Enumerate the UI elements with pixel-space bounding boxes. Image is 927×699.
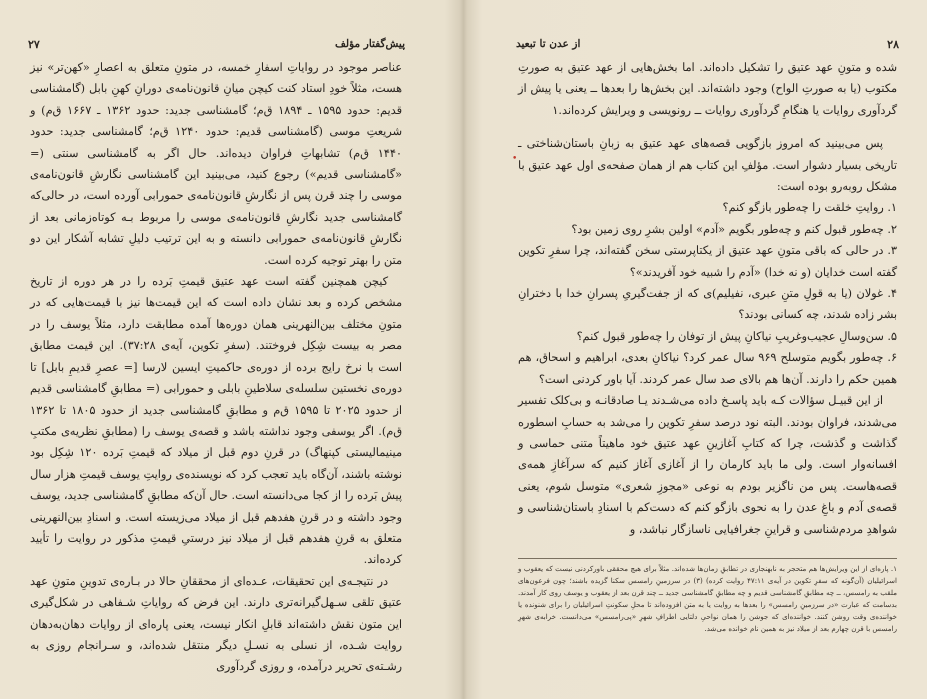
paragraph: در نتیجـه‌ی این تحقیقات، عـده‌ای از محققانِ حالا در بـاره‌ی تدوینِ متونِ عهد عتیق تلقی سـهل‌گیرانه‌تری دارند. این فرض که روایاتِ شـفاهی در شکل‌گیری این متون نقش داشته‌اند قابلِ انکار نیست، یعنی پاره‌ای از روایات دهان‌به‌دهان روایت شـده، از نسلی به نسـلِ دیگر منتقل شده‌اند، و سـرانجام روزی به رشـته‌ی تحریر درآمده، و روزی گردآوری [30,574,402,674]
question-item: ۴. غولان (یا به قولِ متنِ عبری، نفیلیم)ی که از جفت‌گیریِ پسرانِ خدا با دخترانِ بشر زاده شدند، چه کسانی بودند؟ [518,287,897,322]
left-header-title: پیش‌گفتار مؤلف [335,38,405,50]
right-page-body [518,57,897,540]
intro-paragraph: شده و متونِ عهد عتیق را تشکیل داده‌اند. اما بخش‌هایی از عهد عتیق به صورتِ مکتوب (یا به صورتِ الواح) وجود داشته‌اند. این بخش‌ها را بعدها ــ یعنی یا پیش از گردآوری روایات یا هنگامِ گردآوری روایات ــ رونویسی و ویرایش کرده‌اند.۱ [518,61,897,117]
left-page [0,0,460,699]
right-page-header [516,36,899,52]
question-item: ۲. چه‌طور قبول کنم و چه‌طور بگویم «آدم» اولین بشرِ روی زمین بود؟ [571,222,897,236]
footnote-area [518,558,897,636]
paragraph: عناصر موجود در روایاتِ اسفارِ خمسه، در متونِ متعلق به اعصارِ «کهن‌تر» نیز هست، مثلاً خودِ استاد کنت کیچن میانِ قانون‌نامه‌ی دورانِ کهنِ بابل (گامشناسی قدیم: حدود ۱۵۹۵ ـ ۱۸۹۴ ق‌م؛ گامشناسی جدید: حدود ۱۳۶۲ ـ ۱۶۶۷ ق‌م) و شریعتِ موسی (گامشناسی قدیم: حدود ۱۲۴۰ ق‌م؛ گامشناسی جدید: حدود ۱۴۴۰ ق‌م) تشابهاتِ فراوان دیده‌اند. حال اگر به گامشناسی سنتی (= «گامشناسی قدیم») رجوع کنید، می‌بینید این گامشناسی نگارشِ قانون‌نامه‌ی موسی را چند قرن پس از نگارشِ قانون‌نامه‌ی حمورابی آورده است، در حالی‌که گامشناسی جدید نگارشِ قانون‌نامه‌ی موسی را مربوط بـه کوتاه‌زمانی بعد از نگارشِ قانون‌نامه‌ی حمورابی دانسته و به این ترتیب دلیلِ تشابه آشکار این دو متن را بهتر توجیه کرده است. [30,61,402,267]
closing-paragraph: از این قبیـل سؤالات کـه باید پاسـخ داده می‌شـدند یـا صادقانـه و بی‌کلک تفسیر می‌شدند، فراوان بودند. البته نود درصد سفرِ تکوین را می‌شد به حسابِ اسطوره گذاشت و گذشت، چرا که کتابِ آغازینِ عهد عتیق خود ماهیتاً متنی حماسی و افسانه‌وار است. ولی ما باید کارمان را از آغازی آغاز کنیم که سرآغازِ همه‌ی قصه‌هاست. پس من ناگزیر بودم به نوعی «مجوزِ شعری» متوسل شوم، یعنی قصه‌ی آدم و باغِ عدن را به نحوی بازگو کنم که دست‌کم با اسنادِ باستان‌شناسی و شواهدِ مردم‌شناسی و قراینِ جغرافیایی ناسازگار نباشد، و [518,394,897,536]
footnote: ۱. پاره‌ای از این ویرایش‌ها هم متحجر به نابهنجاری در تطابقِ زمان‌ها شده‌اند. مثلاً برای هیچ محققی باورکردنی نیست که یعقوب و اسرائیلیان (آن‌گونه که سفرِ تکوین در آیه‌ی ۴۷:۱۱ روایت کرده) (۳) در سرزمینِ رامسس سکنا گزیده باشند؛ چون فرعون‌های ملقب به رامسس، ــ چه مطابقِ گامشناسی قدیم و چه مطابقِ گامشناسی جدید ــ چند قرن بعد از یعقوب و یوسف روی کار آمدند. بدسامت که عبارت «در سرزمینِ رامسس» را بعدها به روایت یا به متن افزوده‌اند تا محلِ سکونتِ اسرائیلیان را برای شنونده یا خواننده‌ی وقت روشن کنند. خواننده‌ای که جوشن را همان نواحیِ دلتایی اطرافِ شهرِ «پی‌رامسس» می‌دانست. خرابه‌ی شهرِ رامسس با قرن چهارم بعد از میلاد نیز به همین نام خوانده می‌شد. [518,564,898,634]
margin-mark-icon: • [512,154,518,164]
question-item: ۵. سن‌وسالِ عجیب‌وغریبِ نیاکانِ پیش از توفان را چه‌طور قبول کنم؟ [576,329,897,343]
left-page-number: ۲۷ [28,37,40,51]
question-item: ۳. در حالی که باقی متونِ عهد عتیق از یکتاپرستی سخن گفته‌اند، چرا سفرِ تکوین گفته است خدایان (و نه خدا) «آدم را شبیه خود آفریدند»؟ [518,244,897,279]
right-page [466,0,927,699]
question-item: ۶. چه‌طور بگویم متوسلح ۹۶۹ سال عمر کرد؟ نیاکانِ بعدی، ابراهیم و اسحاق، هم همین حکم را دارند. آن‌ها هم بالای صد سال عمر کردند. آیا باور کردنی است؟ [518,351,898,386]
question-item: ۱. روایتِ خلقت را چه‌طور بازگو کنم؟ [722,201,897,215]
paragraph: کیچن همچنین گفته است عهد عتیق قیمتِ بَرده را در هر دوره از تاریخ مشخص کرده و بعد نشان داده است که این قیمت‌ها نیز با قیمت‌هایی که در متونِ مختلف بین‌النهرینی همان دوره‌ها آمده مطابقت دارد، مثلاً یوسف را در مصر به بیست شِکِل فروختند. (سفرِ تکوین، آیه‌ی ۳۷:۲۸). این قیمت مطابق است با نرخ رایج برده از دوره‌ی حاکمیتِ ایسین لارسا [= عصرِ قدیمِ بابل] تا دوره‌ی نخستین سلسله‌ی سلاطینِ بابلی و حمورابی (= مطابقِ گامشناسی قدیم از حدود ۲۰۲۵ تا ۱۵۹۵ ق‌م و مطابقِ گامشناسی جدید از حدود ۱۸۰۵ تا ۱۳۶۲ ق‌م). اگر یوسفی وجود نداشته باشد و قصه‌ی یوسف را (مطابقِ نظریه‌ی مکتبِ مینیمالیستی کپنهاگ) در قرنِ دوم قبل از میلاد که قیمتِ بَرده ۱۲۰ شِکِل بود نوشته باشند، آن‌گاه باید تعجب کرد که نویسنده‌ی روایتِ یوسف قیمتِ هزار سال پیش بَرده را از کجا می‌دانسته است. حال آن‌که مطابقِ گامشناسی جدید، یوسف وجود داشته و در قرنِ هفدهم قبل از میلاد می‌زیسته است. و اسنادِ بین‌النهرینی متعلق به قرنِ هفدهم قبل از میلاد نیز درستیِ قیمتِ مذکور در روایت را تأیید کرده‌اند. [30,275,403,567]
right-header-title: از عدن تا تبعید [516,38,581,50]
right-page-number: ۲۸ [887,37,899,51]
question-intro: پس می‌بینید که امروز بازگویی قصه‌های عهد عتیق به زبانِ باستان‌شناختی ـ تاریخی بسیار دشوار است. مؤلفِ این کتاب هم از همان صفحه‌ی اول عهد عتیق با مشکل روبه‌رو بوده است: [518,137,897,194]
left-page-body [30,57,402,678]
left-page-header [28,36,405,52]
